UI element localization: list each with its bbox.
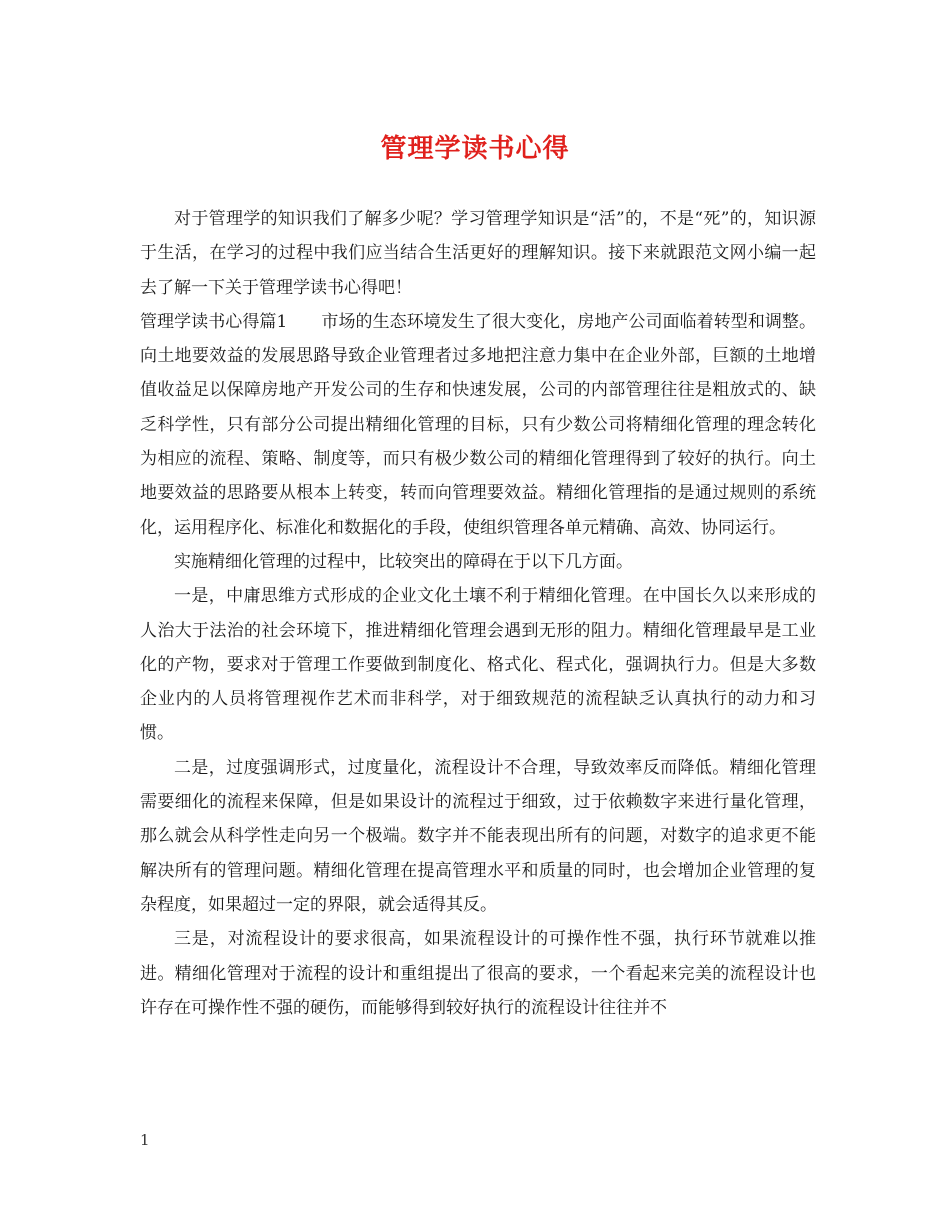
paragraph-point-two: 二是，过度强调形式，过度量化，流程设计不合理，导致效率反而降低。精细化管理需要细化的流程来保障，但是如果设计的流程过于细致，过于依赖数字来进行量化管理，那么就会从科学性走向另一个极端。数字并不能表现出所有的问题，对数字的追求更不能解决所有的管理问题。精细化管理在提高管理水平和质量的同时，也会增加企业管理的复杂程度，如果超过一定的界限，就会适得其反。	[140, 757, 816, 915]
paragraph-point-three: 三是，对流程设计的要求很高，如果流程设计的可操作性不强，执行环节就难以推进。精细化管理对于流程的设计和重组提出了很高的要求，一个看起来完美的流程设计也许存在可操作性不强的硬伤，而能够得到较好执行的流程设计往往并不	[140, 929, 816, 1018]
page-number: 1	[140, 1131, 150, 1149]
paragraph-obstacles-intro: 实施精细化管理的过程中，比较突出的障碍在于以下几方面。	[174, 551, 633, 572]
paragraph-part-1: 管理学读书心得篇1 市场的生态环境发生了很大变化，房地产公司面临着转型和调整。向土地要效益的发展思路导致企业管理者过多地把注意力集中在企业外部，巨额的土地增值收益足以保障房地产开发公司的生存和快速发展，公司的内部管理往往是粗放式的、缺乏科学性，只有部分公司提出精细化管理的目标，只有少数公司将精细化管理的理念转化为相应的流程、策略、制度等，而只有极少数公司的精细化管理得到了较好的执行。向土地要效益的思路要从根本上转变，转而向管理要效益。精细化管理指的是通过规则的系统化，运用程序化、标准化和数据化的手段，使组织管理各单元精确、高效、协同运行。	[140, 311, 816, 538]
document-body	[140, 202, 816, 1025]
document-title: 管理学读书心得	[380, 134, 570, 164]
paragraph-point-one: 一是，中庸思维方式形成的企业文化土壤不利于精细化管理。在中国长久以来形成的人治大于法治的社会环境下，推进精细化管理会遇到无形的阻力。精细化管理最早是工业化的产物，要求对于管理工作要做到制度化、格式化、程式化，强调执行力。但是大多数企业内的人员将管理视作艺术而非科学，对于细致规范的流程缺乏认真执行的动力和习惯。	[140, 586, 816, 744]
paragraph-intro: 对于管理学的知识我们了解多少呢？学习管理学知识是“活”的，不是“死”的，知识源于生活，在学习的过程中我们应当结合生活更好的理解知识。接下来就跟范文网小编一起去了解一下关于管理学读书心得吧！	[140, 209, 816, 298]
